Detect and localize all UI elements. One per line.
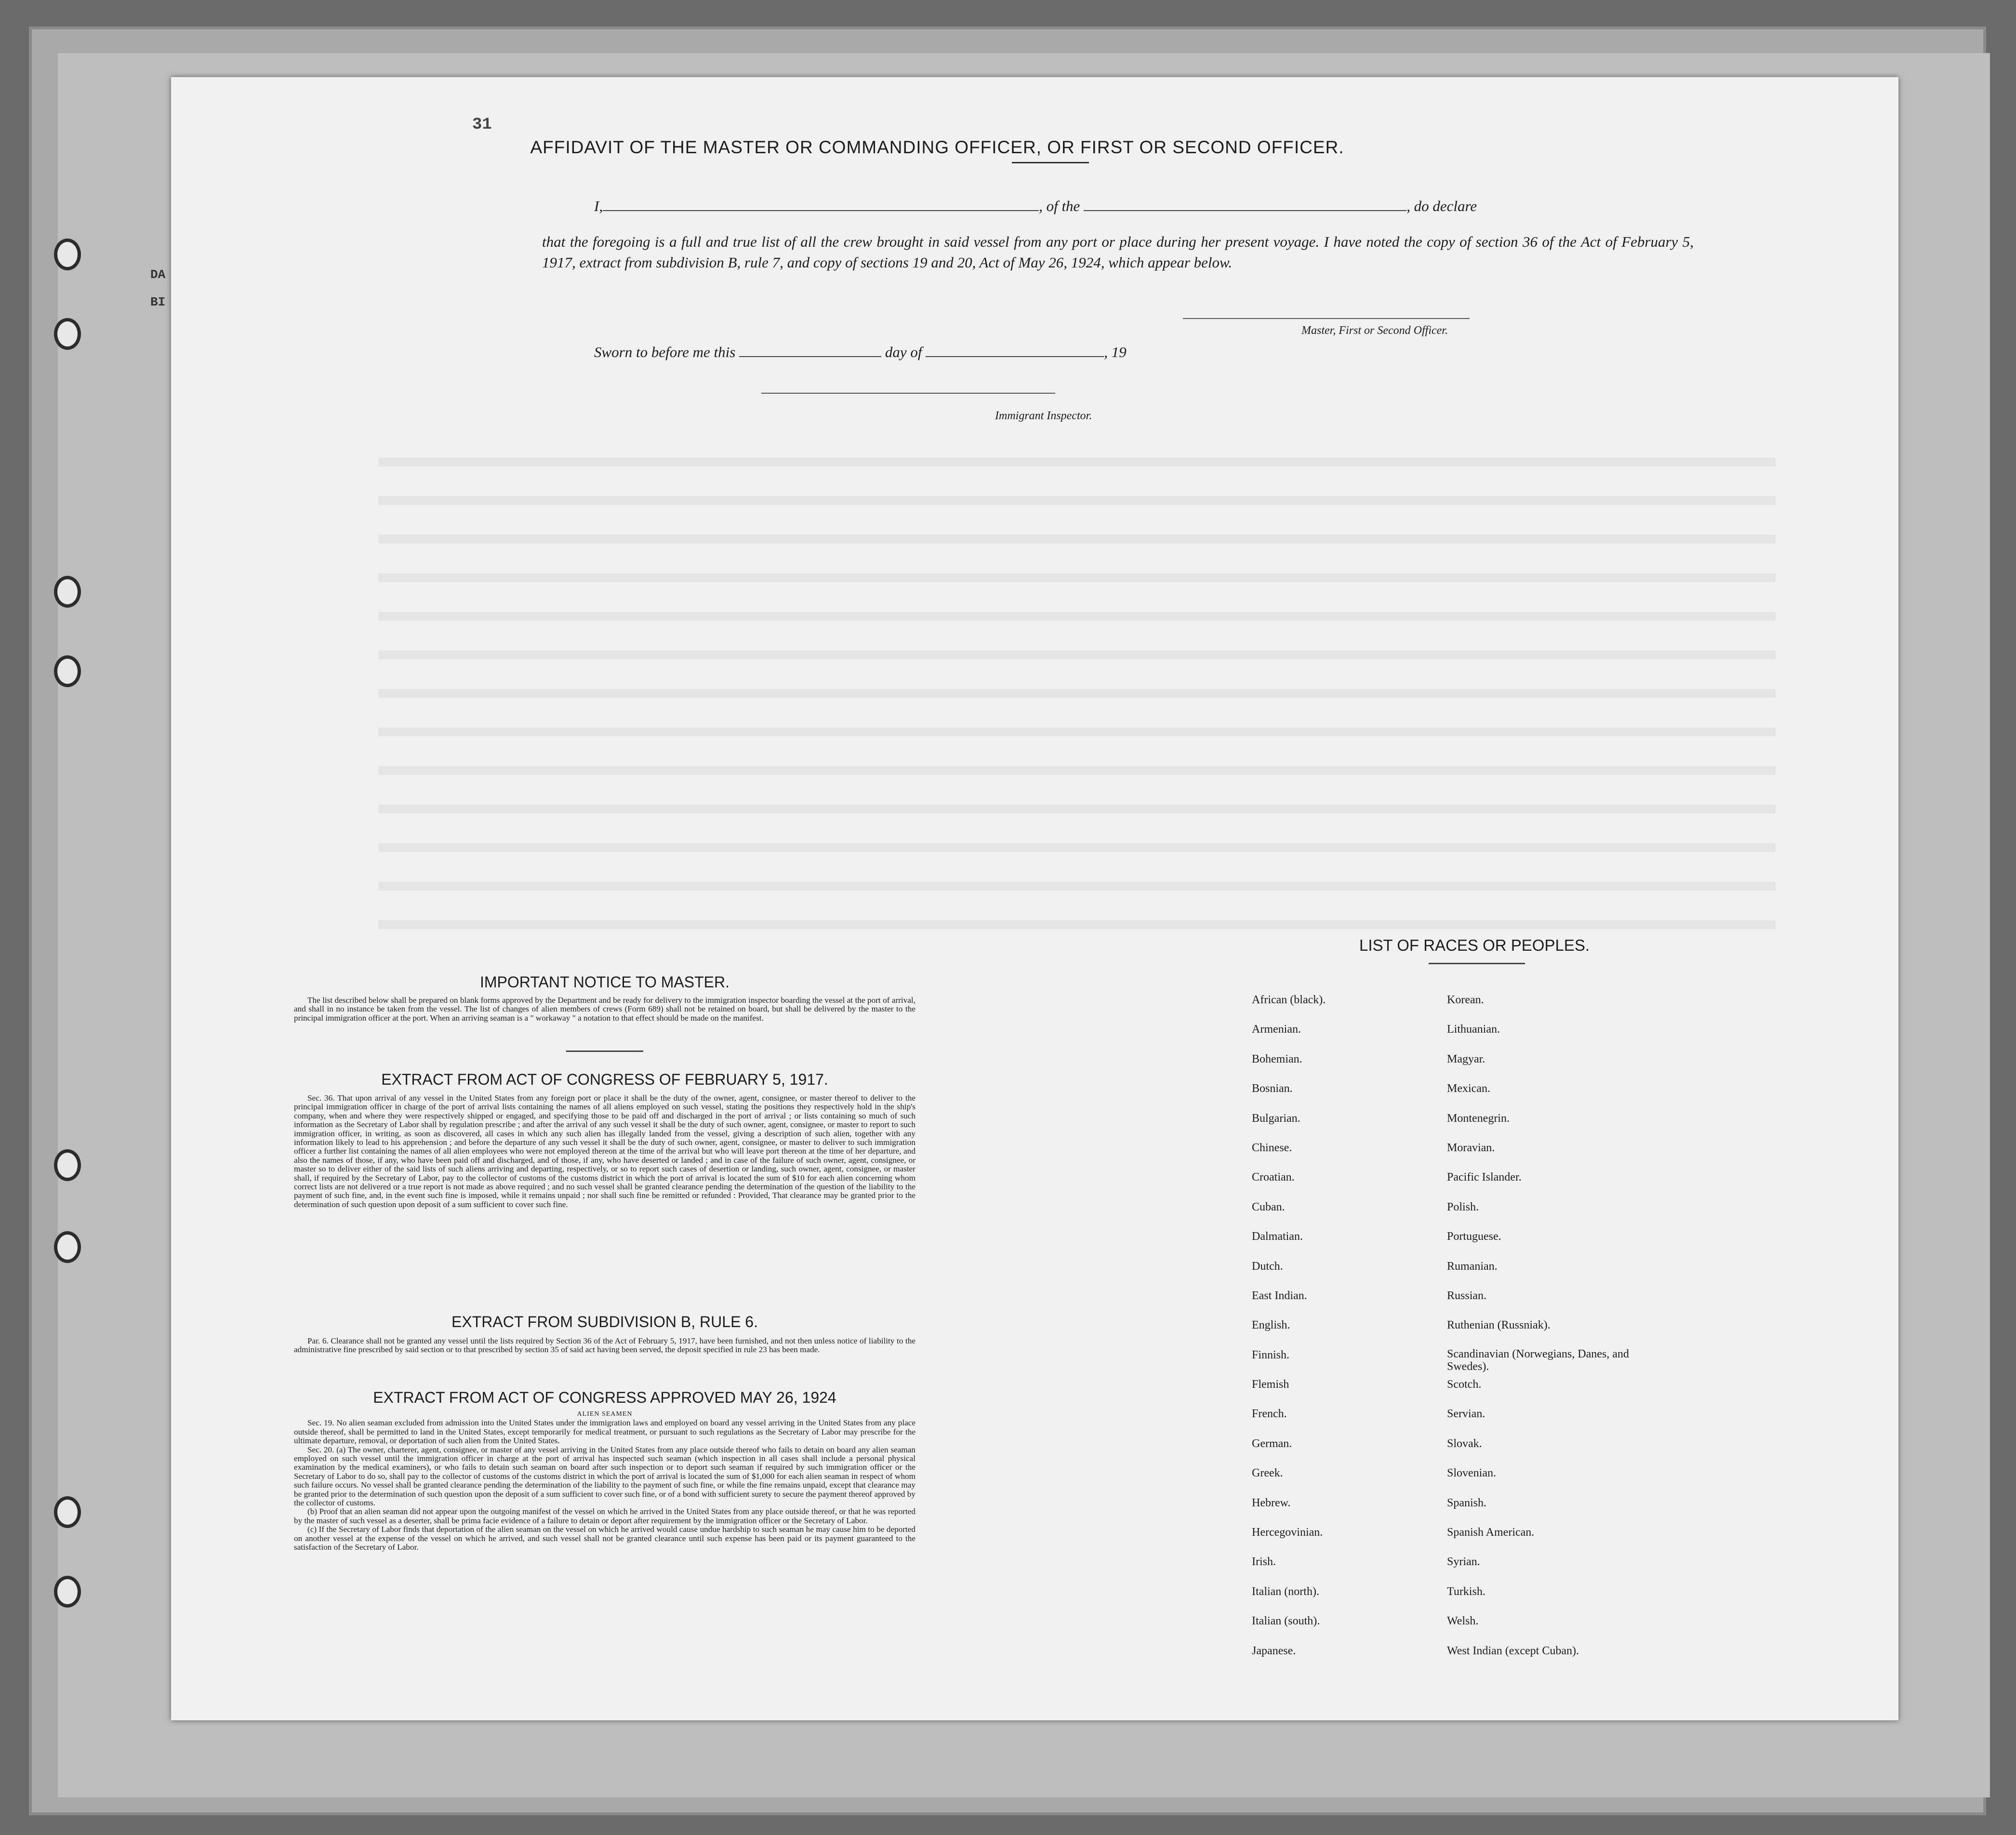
race-item: Polish. — [1447, 1200, 1479, 1213]
race-item: Russian. — [1447, 1289, 1487, 1302]
race-item: Spanish American. — [1447, 1526, 1535, 1539]
sworn-line — [594, 344, 1127, 361]
of-the-label: , of the — [1039, 198, 1080, 214]
title-rule — [1429, 963, 1525, 964]
manifest-page — [171, 77, 1898, 1720]
binder-hole — [54, 1231, 81, 1263]
name-blank — [603, 199, 1039, 211]
races-right-column — [1447, 993, 1649, 1673]
race-item: Hebrew. — [1252, 1496, 1291, 1509]
race-item: Pacific Islander. — [1447, 1171, 1522, 1184]
race-item: West Indian (except Cuban). — [1447, 1644, 1579, 1657]
sworn-prefix: Sworn to before me this — [594, 344, 736, 360]
notice-text — [294, 996, 915, 1023]
race-item: Mexican. — [1447, 1082, 1490, 1095]
race-item: Bulgarian. — [1252, 1112, 1300, 1125]
year-label: , 19 — [1104, 344, 1127, 360]
binder-hole — [54, 655, 81, 687]
extract-1917-title: EXTRACT FROM ACT OF CONGRESS OF FEBRUARY 5, 1917. — [381, 1071, 828, 1088]
race-item: Bohemian. — [1252, 1052, 1302, 1065]
race-item: Chinese. — [1252, 1141, 1292, 1154]
extract-1917-text — [294, 1094, 915, 1209]
extract-1924-title: EXTRACT FROM ACT OF CONGRESS APPROVED MAY 26, 1924 — [373, 1389, 836, 1406]
race-item: Greek. — [1252, 1467, 1283, 1480]
race-item: Finnish. — [1252, 1348, 1290, 1361]
section-20b-paragraph: (b) Proof that an alien seaman did not appear upon the outgoing manifest of the vessel on which he arrived in the United States from any place outside thereof, or that he was reported by the master of such vessel as a deserter, shall be prima facie evidence of a failure to detain or deport after requirement by the immigration officer or the Secretary of Labor. — [294, 1507, 915, 1525]
race-item: Japanese. — [1252, 1644, 1296, 1657]
day-blank — [739, 345, 881, 357]
race-item: Slovak. — [1447, 1437, 1482, 1450]
month-blank — [926, 345, 1104, 357]
races-left-column — [1252, 993, 1425, 1673]
section-36-paragraph: Sec. 36. That upon arrival of any vessel in the United States from any foreign port or place it shall be the duty of the owner, agent, consignee, or master thereof to deliver to the principal immigration officer in charge of the port of arrival lists containing the names of all aliens employed on such vessel, stating the positions they respectively hold in the ship's company, when and where they were respectively shipped or engaged, and specifying those to be paid off and discharged in the port of arrival ; or lists containing so much of such information as the Secretary of Labor shall by regulation prescribe ; and after the arrival of any such vessel it shall be the duty of such owner, agent, consignee, or master to report to such immigration officer, in writing, as soon as discovered, all cases in which any such alien has illegally landed from the vessel, giving a description of such alien, together with any information likely to lead to his apprehension ; and before the departure of any such vessel it shall be the duty of such owner, agent, consignee, or master to deliver to such immigration officer a further list containing the names of all alien employees who were not employed thereon at the time of the arrival but who will leave port thereon at the time of her departure, and also the names of those, if any, who have been paid off and discharged, and of those, if any, who have deserted or landed ; and in case of the failure of such owner, agent, consignee, or master so to deliver either of the said lists of such aliens arriving and departing, respectively, or so to report such cases of desertion or landing, such owner, agent, consignee, or master shall, if required by the Secretary of Labor, pay to the collector of customs of the customs district in which the port of arrival is located the sum of $10 for each alien concerning whom correct lists are not delivered or a true report is not made as above required ; and no such vessel shall be granted clearance pending the determination of the question of the liability to the payment of such fine, and, in the event such fine is imposed, while it remains unpaid ; nor shall such fine be remitted or refunded : Provided, That clearance may be granted prior to the determination of such question upon deposit of a sum sufficient to cover such fine. — [294, 1093, 915, 1209]
race-item: Dalmatian. — [1252, 1230, 1303, 1243]
binder-hole — [54, 1149, 81, 1181]
race-item: Scandinavian (Norwegians, Danes, and Swedes). — [1447, 1347, 1629, 1373]
races-title: LIST OF RACES OR PEOPLES. — [1359, 936, 1590, 954]
binder-hole — [54, 239, 81, 270]
binder-hole — [54, 1576, 81, 1608]
race-item: Cuban. — [1252, 1200, 1285, 1213]
race-item: Hercegovinian. — [1252, 1526, 1323, 1539]
race-item: Armenian. — [1252, 1023, 1301, 1036]
section-20c-paragraph: (c) If the Secretary of Labor finds that deportation of the alien seaman on the vessel on which he arrived would cause undue hardship to such seaman he may cause him to be deported on another vessel at the expense of the vessel on which he arrived, and such vessel shall not be granted clearance until such expense has been paid or its payment guaranteed to the satisfaction of the Secretary of Labor. — [294, 1525, 915, 1552]
race-item: Welsh. — [1447, 1615, 1479, 1628]
section-rule — [566, 1050, 643, 1052]
race-item: Portuguese. — [1447, 1230, 1501, 1243]
rule6-title: EXTRACT FROM SUBDIVISION B, RULE 6. — [451, 1313, 758, 1330]
affidavit-title: AFFIDAVIT OF THE MASTER OR COMMANDING OFFICER, OR FIRST OR SECOND OFFICER. — [530, 137, 1344, 157]
master-signature-line — [1183, 318, 1470, 319]
race-item: Croatian. — [1252, 1171, 1295, 1184]
race-item: Bosnian. — [1252, 1082, 1293, 1095]
race-item: French. — [1252, 1408, 1287, 1421]
race-item: Spanish. — [1447, 1496, 1487, 1509]
master-caption: Master, First or Second Officer. — [1301, 324, 1448, 337]
race-item: Italian (south). — [1252, 1615, 1320, 1628]
extract-1924-text — [294, 1410, 915, 1552]
race-item: German. — [1252, 1437, 1292, 1450]
race-item: Magyar. — [1447, 1052, 1485, 1065]
inspector-signature-line — [761, 393, 1055, 394]
notice-paragraph: The list described below shall be prepared on blank forms approved by the Department and be ready for delivery to the immigration inspector boarding the vessel at the port of arrival, and shall in no instance be taken from the vessel. The list of changes of alien members of crews (Form 689) shall not be retained on board, but shall be delivered by the master to the principal immigration officer at the port. When an arriving seaman is a " workaway " a notation to that effect should be made on the manifest. — [294, 996, 915, 1023]
race-item: Flemish — [1252, 1378, 1289, 1391]
do-declare-label: , do declare — [1406, 198, 1477, 214]
title-rule — [1012, 162, 1089, 163]
notice-title: IMPORTANT NOTICE TO MASTER. — [480, 973, 729, 991]
race-item: Ruthenian (Russniak). — [1447, 1319, 1551, 1332]
race-item: Moravian. — [1447, 1141, 1495, 1154]
race-item: Syrian. — [1447, 1556, 1480, 1569]
affidavit-i-label: I, — [594, 198, 603, 214]
race-item: Rumanian. — [1447, 1260, 1498, 1273]
binder-hole — [54, 1496, 81, 1528]
race-item: Irish. — [1252, 1556, 1276, 1569]
race-item: African (black). — [1252, 994, 1326, 1006]
par-6-paragraph: Par. 6. Clearance shall not be granted any vessel until the lists required by Section 36 of the Act of February 5, 1917, have been furnished, and not then unless notice of liability to the administrative fine prescribed by said section or to that prescribed by section 35 of said act having been served, the deposit specified in rule 23 has been made. — [294, 1336, 915, 1355]
race-item: Lithuanian. — [1447, 1023, 1500, 1036]
vessel-blank — [1084, 199, 1406, 211]
alien-seamen-subtitle: ALIEN SEAMEN — [577, 1410, 633, 1418]
race-item: Turkish. — [1447, 1585, 1485, 1598]
affidavit-body: that the foregoing is a full and true list of all the crew brought in said vessel from any port or place during her present voyage. I have noted the copy of section 36 of the Act of February 5, 1917, extract from subdivision B, rule 7, and copy of sections 19 and 20, Act of May 26, 1924, which appear below. — [542, 233, 1694, 271]
race-item: Montenegrin. — [1447, 1112, 1510, 1125]
day-of-label: day of — [885, 344, 922, 360]
section-20a-paragraph: Sec. 20. (a) The owner, charterer, agent, consignee, or master of any vessel arriving in the United States from any place outside thereof who fails to detain on board any alien seaman employed on such vessel until the immigration officer in charge at the port of arrival has inspected such seaman (which inspection in all cases shall include a personal physical examination by the medical examiners), or who fails to detain such seaman on board after such inspection or to deport such seaman if required by such immigration officer or the Secretary of Labor to do so, shall pay to the collector of customs of the customs district in which the port of arrival is located the sum of $1,000 for each alien seaman in respect of whom such failure occurs. No vessel shall be granted clearance pending the determination of the liability to the payment of such fine, or while the fine remains unpaid, except that clearance may be granted prior to the determination of such question upon the deposit of a sum sufficient to cover such fine, or of a bond with sufficient surety to secure the payment thereof approved by the collector of customs. — [294, 1445, 915, 1508]
race-item: Dutch. — [1252, 1260, 1283, 1273]
race-item: Scotch. — [1447, 1378, 1482, 1391]
race-item: Slovenian. — [1447, 1467, 1496, 1480]
race-item: Italian (north). — [1252, 1585, 1319, 1598]
race-item: English. — [1252, 1319, 1290, 1332]
race-item: Servian. — [1447, 1408, 1485, 1421]
binder-hole — [54, 576, 81, 608]
race-item: East Indian. — [1252, 1289, 1307, 1302]
binder-label: BI — [150, 295, 166, 309]
page-mark: 31 — [472, 116, 492, 134]
binder-label: DA — [150, 267, 166, 282]
binder-hole — [54, 318, 81, 350]
race-item: Korean. — [1447, 994, 1484, 1006]
affidavit-declaration-line — [594, 198, 1477, 215]
inspector-caption: Immigrant Inspector. — [995, 410, 1092, 422]
section-19-paragraph: Sec. 19. No alien seaman excluded from admission into the United States under the immigration laws and employed on board any vessel arriving in the United States from any place outside thereof, shall be permitted to land in the United States, except temporarily for medical treatment, or pursuant to such regulations as the Secretary of Labor may prescribe for the ultimate departure, removal, or deportation of such alien from the United States. — [294, 1418, 915, 1446]
rule6-text — [294, 1337, 915, 1355]
